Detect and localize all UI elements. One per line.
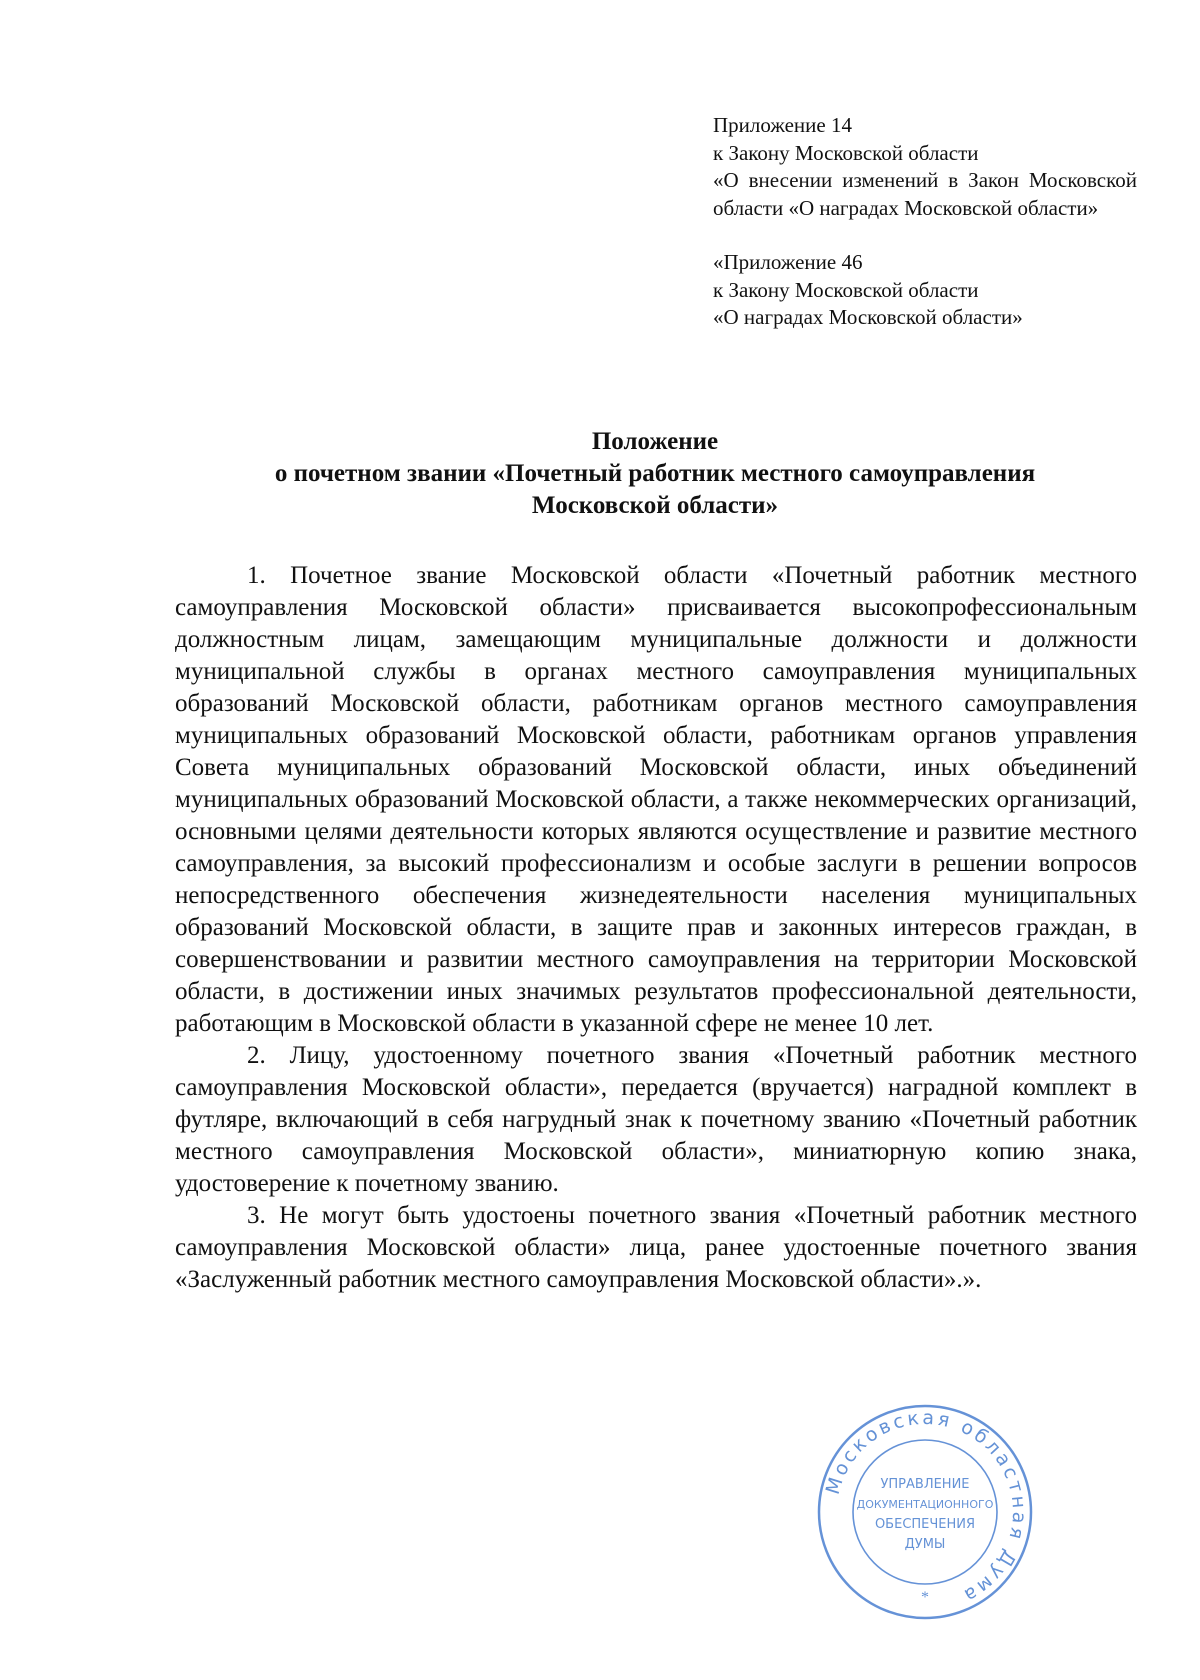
appendix-line: к Закону Московской области: [713, 277, 979, 302]
title-line: о почетном звании «Почетный работник местного самоуправления: [274, 460, 1036, 487]
svg-text:ДУМЫ: ДУМЫ: [904, 1537, 946, 1552]
appendix-line: к Закону Московской области: [713, 140, 979, 165]
document-title: [175, 426, 1135, 522]
svg-text:ОБЕСПЕЧЕНИЯ: ОБЕСПЕЧЕНИЯ: [874, 1517, 976, 1532]
svg-text:УПРАВЛЕНИЕ: УПРАВЛЕНИЕ: [880, 1477, 970, 1492]
title-line: Московской области»: [531, 492, 779, 519]
svg-text:ДОКУМЕНТАЦИОННОГО: ДОКУМЕНТАЦИОННОГО: [856, 1498, 994, 1511]
paragraph-3: 3. Не могут быть удостоены почетного звания «Почетный работник местного самоуправления Московской области» лица, ранее удостоенные почетного звания «Заслуженный работник местного самоуправления Московской области».».: [175, 1202, 1137, 1293]
appendix-line: «О внесении изменений в Закон Московской области «О наградах Московской области»: [713, 168, 1137, 220]
svg-text:Московская областная Дума: Московская областная Дума: [821, 1406, 1031, 1608]
paragraph-1: 1. Почетное звание Московской области «Почетный работник местного самоуправления Московской области» присваивается высокопрофессиональным должностным лицам, замещающим муниципальные должности и должности муниципальной службы в органах местного самоуправления муниципальных образований Московской области, работникам органов местного самоуправления муниципальных образований Московской области, работникам органов управления Совета муниципальных образований Московской области, иных объединений муниципальных образований Московской области, а также некоммерческих организаций, основными целями деятельности которых являются осуществление и развитие местного самоуправления, за высокий профессионализм и особые заслуги в решении вопросов непосредственного обеспечения жизнедеятельности населения муниципальных образований Московской области, в защите прав и законных интересов граждан, в совершенствовании и развитии местного самоуправления на территории Московской области, в достижении иных значимых результатов профессиональной деятельности, работающим в Московской области в указанной сфере не менее 10 лет.: [175, 562, 1137, 1037]
appendix-block: [713, 112, 1137, 332]
appendix-line: «О наградах Московской области»: [713, 305, 1023, 329]
svg-text:*: *: [921, 1589, 929, 1606]
official-stamp: [815, 1402, 1035, 1622]
appendix-line: Приложение 14: [713, 113, 852, 137]
document-body: [175, 560, 1137, 1296]
stamp-seal: [815, 1402, 1035, 1622]
appendix-line: «Приложение 46: [713, 250, 863, 274]
title-line: Положение: [591, 428, 719, 455]
paragraph-2: 2. Лицу, удостоенному почетного звания «Почетный работник местного самоуправления Московской области», передается (вручается) наградной комплект в футляре, включающий в себя нагрудный знак к почетному званию «Почетный работник местного самоуправления Московской области», миниатюрную копию знака, удостоверение к почетному званию.: [175, 1042, 1137, 1197]
